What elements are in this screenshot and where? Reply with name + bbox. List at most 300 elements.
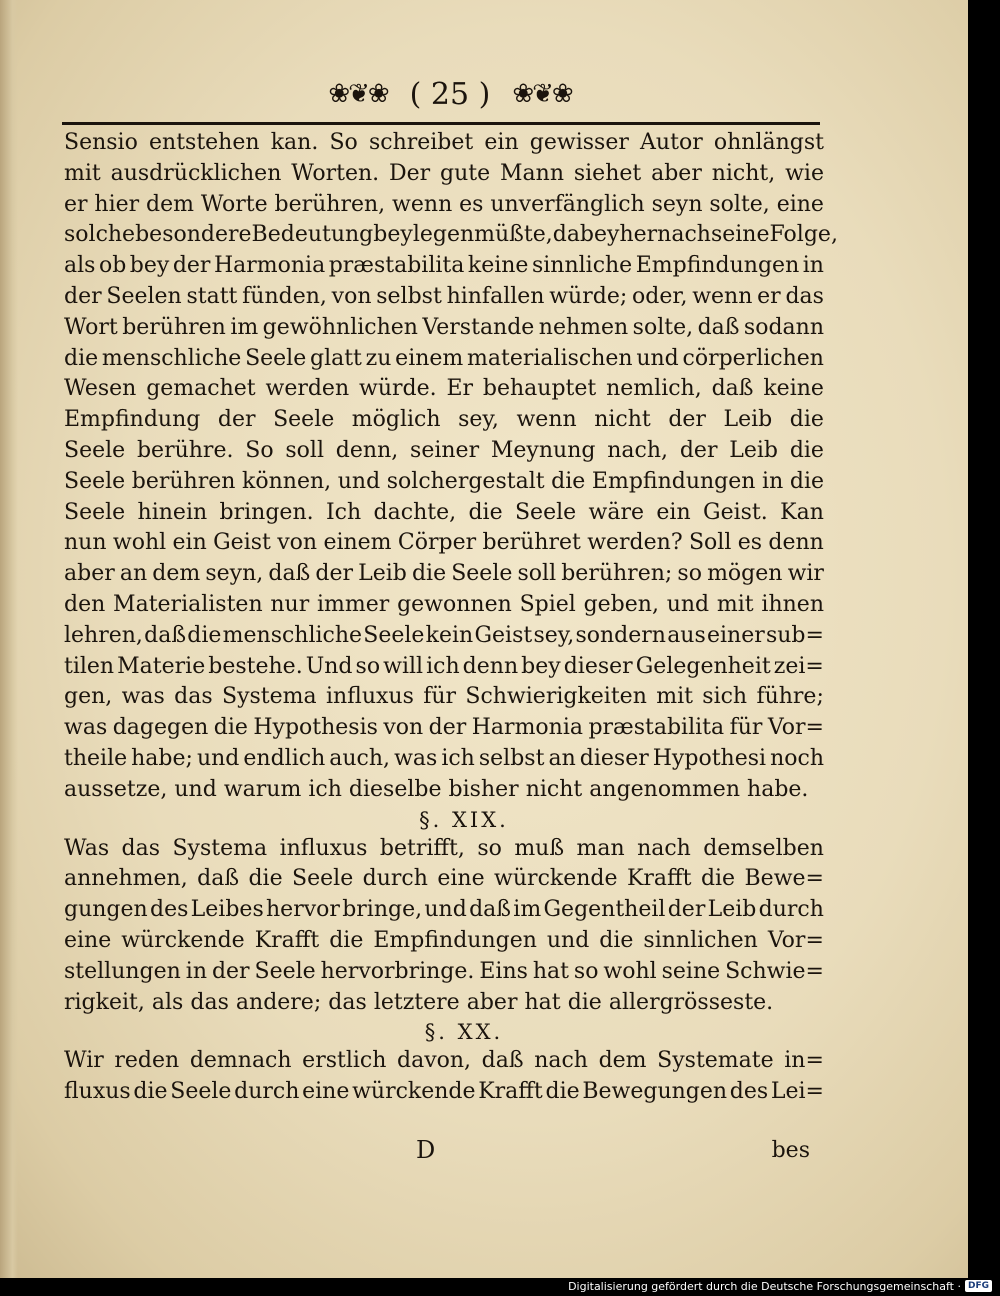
word: gewonnen: [397, 591, 512, 617]
word: ein: [656, 499, 691, 525]
word: besondere: [135, 222, 252, 248]
text-line: [64, 682, 824, 713]
running-header: [300, 74, 600, 114]
word: Spiel: [519, 591, 576, 617]
word: seine: [661, 958, 721, 984]
word: er: [64, 191, 88, 217]
word: kein: [425, 622, 474, 648]
word: und: [196, 745, 240, 771]
word: bey: [129, 253, 170, 279]
text-line: [64, 713, 824, 744]
word: Meynung: [490, 437, 596, 463]
word: seyn,: [205, 561, 264, 587]
text-line: [64, 957, 824, 988]
word: berühren;: [561, 561, 673, 587]
word: Leib: [358, 561, 407, 587]
word: soll: [517, 561, 557, 587]
word: geben,: [583, 591, 659, 617]
word: letztere: [373, 989, 460, 1015]
word: Geist: [213, 530, 271, 556]
text-line: [64, 498, 824, 529]
word: so: [573, 958, 599, 984]
word: hinfallen: [446, 283, 545, 309]
word: Soll: [688, 530, 732, 556]
word: selbst: [478, 745, 545, 771]
word: menschliche: [222, 622, 363, 648]
word: nemlich,: [606, 376, 702, 402]
text-line: [64, 926, 824, 957]
word: warum: [223, 776, 302, 802]
word: berühre.: [136, 437, 234, 463]
word: ohnlängst: [713, 130, 824, 155]
text-line: [64, 834, 824, 865]
word: fluxus: [64, 1079, 131, 1105]
word: Seele: [514, 499, 577, 525]
word: Seele: [64, 468, 126, 494]
word: seine: [710, 222, 770, 248]
word: ein: [172, 530, 207, 556]
word: annehmen,: [64, 866, 188, 892]
word: nach,: [607, 437, 669, 463]
digitization-credit: [568, 1278, 992, 1294]
word: nun: [64, 530, 107, 556]
word: hervorbringe.: [320, 958, 475, 984]
word: in: [762, 468, 784, 494]
text-line: [64, 864, 824, 895]
word: Und: [305, 653, 353, 679]
word: Seele: [292, 866, 354, 892]
word: bestehe.: [208, 653, 303, 679]
word: was: [64, 715, 108, 741]
word: allergrösseste.: [608, 989, 774, 1015]
text-line: [64, 528, 824, 559]
word: die: [187, 622, 222, 648]
word: Der: [388, 160, 431, 186]
word: aber: [651, 160, 702, 186]
word: fünden,: [242, 283, 327, 309]
text-line: [64, 895, 824, 926]
word: dem: [598, 1048, 647, 1074]
word: Leibes: [190, 897, 264, 923]
word: solchergestalt: [386, 468, 545, 494]
word: die: [411, 561, 447, 587]
word: Seele: [170, 1079, 232, 1105]
word: der: [64, 283, 102, 309]
word: für: [423, 684, 457, 710]
word: ein: [484, 130, 519, 155]
word: dieselbe: [348, 776, 442, 802]
word: daß: [268, 561, 311, 587]
header-rule: [62, 122, 820, 125]
word: Hypothesis: [253, 715, 378, 741]
word: gen,: [64, 684, 113, 710]
word: nicht,: [711, 160, 776, 186]
word: Materie: [117, 653, 206, 679]
text-line: [64, 282, 824, 313]
word: berühren: [131, 468, 236, 494]
word: ich: [426, 653, 460, 679]
word: endlich: [243, 745, 326, 771]
word: entstehen: [149, 130, 260, 155]
word: bringe,: [342, 897, 423, 923]
word: Was: [64, 835, 110, 861]
word: præstabilita: [328, 253, 465, 279]
word: nur: [270, 591, 310, 617]
word: der: [211, 958, 250, 984]
text-line: [64, 251, 824, 282]
word: Hypothesi: [652, 745, 767, 771]
word: man: [576, 835, 625, 861]
word: ausdrücklichen: [110, 160, 282, 186]
word: beylegen: [373, 222, 475, 248]
word: sey,: [458, 407, 499, 433]
word: Bewegungen: [582, 1079, 728, 1105]
word: in=: [784, 1048, 824, 1074]
word: können,: [242, 468, 332, 494]
word: berühret: [482, 530, 581, 556]
word: würde;: [549, 283, 628, 309]
word: wäre: [588, 499, 645, 525]
word: oder,: [632, 283, 688, 309]
word: und: [636, 345, 679, 371]
word: seiner: [410, 437, 480, 463]
word: Worten.: [291, 160, 380, 186]
word: der: [217, 407, 256, 433]
text-line: [64, 159, 824, 190]
word: unverfänglich: [490, 191, 645, 217]
word: berühren: [122, 314, 226, 340]
word: erstlich: [302, 1048, 387, 1074]
word: Verstande: [422, 314, 535, 340]
word: dem: [146, 191, 195, 217]
word: davon,: [397, 1048, 472, 1074]
word: mögen: [707, 561, 783, 587]
word: möglich: [351, 407, 441, 433]
word: in: [802, 253, 824, 279]
word: theile: [64, 745, 128, 771]
word: dagegen: [112, 715, 209, 741]
word: Schwie=: [725, 958, 824, 984]
word: würckende: [494, 866, 618, 892]
page-number: ( 25 ): [409, 76, 491, 112]
word: demnach: [189, 1048, 292, 1074]
word: werden?: [587, 530, 683, 556]
word: lehren,: [64, 622, 143, 648]
word: führe;: [756, 684, 824, 710]
catchword: bes: [771, 1138, 810, 1163]
word: sodann: [743, 314, 824, 340]
word: einem: [395, 345, 464, 371]
word: des: [149, 897, 189, 923]
word: Autor: [640, 130, 703, 155]
word: statt: [186, 283, 238, 309]
text-line: [64, 1077, 824, 1108]
word: So: [329, 130, 358, 155]
paragraph-block-3: [64, 1046, 824, 1108]
text-line: [64, 775, 824, 806]
word: solche: [64, 222, 136, 248]
signature-mark: D: [416, 1136, 436, 1164]
word: die: [213, 715, 248, 741]
text-line: [64, 313, 824, 344]
word: was: [121, 684, 165, 710]
word: will: [383, 653, 424, 679]
word: ich: [441, 745, 475, 771]
text-line: [64, 590, 824, 621]
word: Kan: [780, 499, 824, 525]
word: den: [64, 591, 106, 617]
word: ihnen: [761, 591, 824, 617]
word: das: [328, 989, 367, 1015]
word: als: [64, 253, 96, 279]
text-line: [64, 652, 824, 683]
word: denn: [768, 530, 824, 556]
word: die: [567, 989, 602, 1015]
word: Cörper: [397, 530, 477, 556]
word: immer: [317, 591, 390, 617]
word: nehmen: [538, 314, 629, 340]
word: wohl: [112, 530, 167, 556]
word: von: [383, 715, 424, 741]
word: müßte,: [474, 222, 553, 248]
word: Krafft: [254, 927, 320, 953]
word: dem: [152, 561, 201, 587]
text-line: [64, 621, 824, 652]
word: sinnliche: [531, 253, 633, 279]
word: behauptet: [482, 376, 597, 402]
word: sich: [702, 684, 748, 710]
text-line: [64, 374, 824, 405]
word: dieser: [563, 653, 633, 679]
word: es: [459, 191, 484, 217]
word: würde.: [358, 376, 437, 402]
word: Systema: [172, 835, 268, 861]
word: eine: [776, 191, 824, 217]
word: berühren,: [274, 191, 386, 217]
word: so: [355, 653, 381, 679]
word: aus: [667, 622, 706, 648]
word: er: [757, 283, 781, 309]
word: und: [337, 468, 381, 494]
word: cörperlichen: [682, 345, 824, 371]
word: hat: [532, 958, 569, 984]
word: so: [677, 561, 702, 587]
page-footer: [64, 1136, 824, 1172]
word: die: [700, 866, 736, 892]
word: influxus: [325, 684, 414, 710]
word: für: [729, 715, 763, 741]
word: so: [477, 835, 502, 861]
word: gewisser: [529, 130, 629, 155]
word: die: [64, 345, 99, 371]
word: nicht: [594, 407, 651, 433]
word: eine: [437, 866, 485, 892]
word: die: [248, 866, 283, 892]
word: aber: [64, 561, 115, 587]
word: gemachet: [146, 376, 256, 402]
text-line: [64, 988, 824, 1019]
paragraph-block-1: [64, 128, 838, 806]
word: auch,: [329, 745, 391, 771]
word: kan.: [270, 130, 319, 155]
word: die: [545, 1079, 580, 1105]
word: sey,: [533, 622, 575, 648]
word: Eins: [479, 958, 528, 984]
word: denn,: [335, 437, 399, 463]
word: sub=: [765, 622, 824, 648]
word: Krafft: [478, 1079, 543, 1105]
word: glatt: [309, 345, 362, 371]
word: Vor=: [767, 715, 824, 741]
ornament-right: ❀❦❀: [512, 79, 572, 109]
text-line: [64, 344, 824, 375]
word: wenn: [692, 283, 753, 309]
word: nach: [534, 1048, 588, 1074]
word: die: [789, 468, 824, 494]
word: Empfindung: [64, 407, 201, 433]
word: bringen.: [219, 499, 314, 525]
word: im: [513, 897, 542, 923]
word: Materialisten: [113, 591, 263, 617]
word: daß: [144, 622, 187, 648]
word: hat: [524, 989, 561, 1015]
word: seyn: [651, 191, 703, 217]
word: gute: [440, 160, 491, 186]
word: Leib: [723, 407, 773, 433]
word: Harmonia: [471, 715, 583, 741]
word: denn: [462, 653, 519, 679]
word: durch: [362, 866, 428, 892]
word: daß: [697, 314, 740, 340]
ornament-left: ❀❦❀: [328, 79, 388, 109]
word: an: [548, 745, 576, 771]
word: was: [394, 745, 438, 771]
word: Seele: [254, 958, 316, 984]
word: rigkeit,: [64, 989, 145, 1015]
word: die: [329, 927, 364, 953]
word: Seelen: [106, 283, 182, 309]
text-line: [64, 190, 824, 221]
word: influxus: [279, 835, 368, 861]
section-heading-xx: §. XX.: [424, 1020, 504, 1045]
word: wenn: [392, 191, 453, 217]
word: hier: [94, 191, 140, 217]
word: aber: [466, 989, 518, 1015]
word: sondern: [575, 622, 666, 648]
word: keine: [467, 253, 529, 279]
word: wohl: [603, 958, 657, 984]
word: eine: [302, 1079, 350, 1105]
word: der: [172, 253, 211, 279]
word: Empfindungen: [591, 468, 756, 494]
word: mit: [64, 160, 101, 186]
word: Systema: [222, 684, 317, 710]
word: wenn: [516, 407, 577, 433]
word: Vor=: [767, 927, 824, 953]
word: einem: [323, 530, 392, 556]
word: Geist.: [703, 499, 768, 525]
word: Seele: [64, 437, 126, 463]
word: der: [428, 715, 467, 741]
word: bey: [521, 653, 561, 679]
word: soll: [285, 437, 324, 463]
credit-text: Digitalisierung gefördert durch die Deutsche Forschungsgemeinschaft ·: [568, 1279, 961, 1293]
word: Harmonia: [213, 253, 326, 279]
word: keine: [763, 376, 824, 402]
word: Mann: [500, 160, 564, 186]
word: zei=: [773, 653, 824, 679]
word: Seele: [273, 407, 335, 433]
word: bisher: [448, 776, 519, 802]
word: ob: [98, 253, 127, 279]
word: das: [190, 989, 229, 1015]
word: Wir: [64, 1048, 104, 1074]
word: sinnlichen: [643, 927, 758, 953]
word: nach: [637, 835, 691, 861]
word: angenommen: [589, 776, 740, 802]
word: durch: [234, 1079, 300, 1105]
word: Gegentheil: [543, 897, 666, 923]
word: und: [174, 776, 217, 802]
word: stellungen: [64, 958, 181, 984]
word: solte,: [709, 191, 770, 217]
word: von: [277, 530, 318, 556]
word: die: [468, 499, 503, 525]
word: mit: [716, 591, 754, 617]
text-line: [64, 1046, 824, 1077]
word: tilen: [64, 653, 115, 679]
word: die: [551, 468, 586, 494]
word: werden: [265, 376, 350, 402]
word: Gelegenheit: [635, 653, 771, 679]
word: selbst: [376, 283, 442, 309]
word: dieser: [579, 745, 649, 771]
word: durch: [758, 897, 824, 923]
word: schreibet: [368, 130, 474, 155]
word: und: [666, 591, 710, 617]
word: gewöhnlichen: [262, 314, 418, 340]
word: des: [729, 1079, 769, 1105]
word: noch: [770, 745, 824, 771]
word: wir: [787, 561, 824, 587]
word: der: [667, 897, 706, 923]
word: hinein: [137, 499, 208, 525]
word: das: [174, 684, 213, 710]
word: Empfindungen: [635, 253, 800, 279]
word: andere;: [235, 989, 322, 1015]
word: daß: [481, 1048, 524, 1074]
word: der: [679, 437, 718, 463]
word: Seele: [245, 345, 307, 371]
word: einer: [706, 622, 765, 648]
word: Seele: [451, 561, 513, 587]
word: daß: [469, 897, 511, 923]
word: menschliche: [101, 345, 242, 371]
word: Wesen: [64, 376, 137, 402]
section-heading-xix: §. XIX.: [419, 807, 509, 832]
word: die: [599, 927, 634, 953]
text-line: [64, 744, 824, 775]
word: Worte: [200, 191, 268, 217]
word: im: [230, 314, 259, 340]
word: der: [315, 561, 353, 587]
word: Sensio: [64, 130, 138, 155]
word: Wort: [64, 314, 118, 340]
word: dachte,: [373, 499, 457, 525]
word: Folge,: [769, 222, 838, 248]
word: betrifft,: [379, 835, 465, 861]
text-line: [64, 128, 824, 159]
